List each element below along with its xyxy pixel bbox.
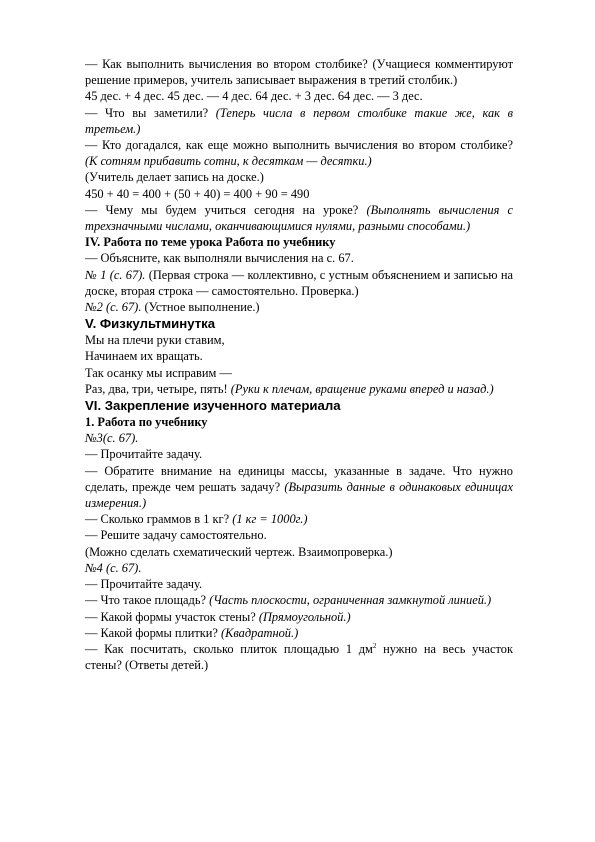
task-number: № 1 (с. 67). (85, 267, 146, 282)
text: — Как посчитать, сколько плиток площадью 1 дм (85, 641, 373, 656)
paragraph-tile-shape (85, 625, 513, 641)
paragraph-explain (85, 250, 513, 266)
paragraph-lesson-goal (85, 202, 513, 234)
paragraph-who-guessed (85, 137, 513, 169)
answer-italic: (Часть плоскости, ограниченная замкнутой линией.) (209, 593, 492, 608)
answer-italic: (Выполнять вычисления с трехзначными числами, оканчивающимися нулями, разными способами.) (85, 202, 514, 234)
poem-line-4 (85, 381, 513, 397)
poem-line-3: Так осанку мы исправим — (85, 365, 232, 380)
paragraph-what-is-area (85, 592, 513, 608)
answer-italic: (Квадратной.) (221, 625, 299, 640)
document-body (85, 56, 513, 673)
paragraph-task-2 (85, 299, 513, 315)
text: — Объясните, как выполняли вычисления на с. 67. (85, 251, 354, 266)
paragraph-decades-expressions (85, 88, 513, 104)
text: 45 дес. + 4 дес. 45 дес. — 4 дес. 64 дес. + 3 дес. 64 дес. — 3 дес. (85, 89, 423, 104)
paragraph-read-task-2 (85, 576, 513, 592)
text: Раз, два, три, четыре, пять! (85, 381, 231, 396)
text: — Как выполнить вычисления во втором столбике? (Учащиеся комментируют решение примеров, учитель записывает выражения в третий столбик.) (85, 57, 513, 88)
paragraph-question-second-column (85, 56, 513, 88)
text: (Первая строка — коллективно, с устным объяснением и записью на доске, вторая строка — самостоятельно. Проверка.) (85, 267, 513, 298)
paragraph-solve-yourself (85, 527, 513, 543)
paragraph-equation (85, 186, 513, 202)
task-number-3: №3(с. 67). (85, 431, 139, 446)
text: (Можно сделать схематический чертеж. Взаимопроверка.) (85, 544, 393, 559)
paragraph-what-noticed (85, 105, 513, 137)
paragraph-how-many-tiles (85, 641, 513, 673)
task-number-4: №4 (с. 67). (85, 560, 142, 575)
text: — Какой формы участок стены? (85, 609, 259, 624)
text: — Обратите внимание на единицы массы, указанные в задаче. Что нужно сделать, прежде чем решать задачу? (85, 463, 513, 494)
text: — Сколько граммов в 1 кг? (85, 512, 233, 527)
paragraph-grams-in-kg (85, 511, 513, 527)
section-heading-iv: IV. Работа по теме урока Работа по учебнику (85, 235, 336, 250)
paragraph-schematic-drawing (85, 544, 513, 560)
text: (Устное выполнение.) (141, 300, 260, 315)
text: нужно на весь участок стены? (Ответы детей.) (85, 641, 513, 673)
answer-italic: (Теперь числа в первом столбике такие же, как в третьем.) (85, 105, 513, 136)
subsection-heading-textbook: 1. Работа по учебнику (85, 415, 208, 430)
poem-line-1: Мы на плечи руки ставим, (85, 333, 225, 348)
section-heading-v: V. Физкультминутка (85, 316, 216, 332)
text: — Решите задачу самостоятельно. (85, 528, 267, 543)
text: — Что такое площадь? (85, 593, 210, 608)
text: — Прочитайте задачу. (85, 577, 203, 592)
text: (Учитель делает запись на доске.) (85, 170, 264, 185)
text: — Чему мы будем учиться сегодня на уроке? (85, 202, 367, 217)
paragraph-read-task (85, 446, 513, 462)
superscript: 2 (372, 641, 377, 650)
answer-italic: (Прямоугольной.) (258, 609, 351, 624)
text: — Прочитайте задачу. (85, 447, 203, 462)
answer-italic: (1 кг = 1000г.) (232, 512, 308, 527)
paragraph-teacher-writes (85, 169, 513, 185)
text: — Какой формы плитки? (85, 625, 222, 640)
answer-italic: (К сотням прибавить сотни, к десяткам — десятки.) (85, 154, 372, 169)
paragraph-wall-shape (85, 609, 513, 625)
answer-italic: (Руки к плечам, вращение руками вперед и назад.) (230, 381, 494, 396)
paragraph-task-1 (85, 267, 513, 299)
text: — Что вы заметили? (85, 105, 216, 120)
task-number: №2 (с. 67). (85, 300, 142, 315)
answer-italic: (Выразить данные в одинаковых единицах измерения.) (85, 479, 513, 511)
section-heading-vi: VI. Закрепление изученного материала (85, 398, 341, 414)
poem-line-2: Начинаем их вращать. (85, 349, 203, 364)
paragraph-units-of-mass (85, 463, 513, 512)
text: 450 + 40 = 400 + (50 + 40) = 400 + 90 = 490 (85, 186, 310, 201)
text: — Кто догадался, как еще можно выполнить вычисления во втором столбике? (85, 138, 513, 153)
